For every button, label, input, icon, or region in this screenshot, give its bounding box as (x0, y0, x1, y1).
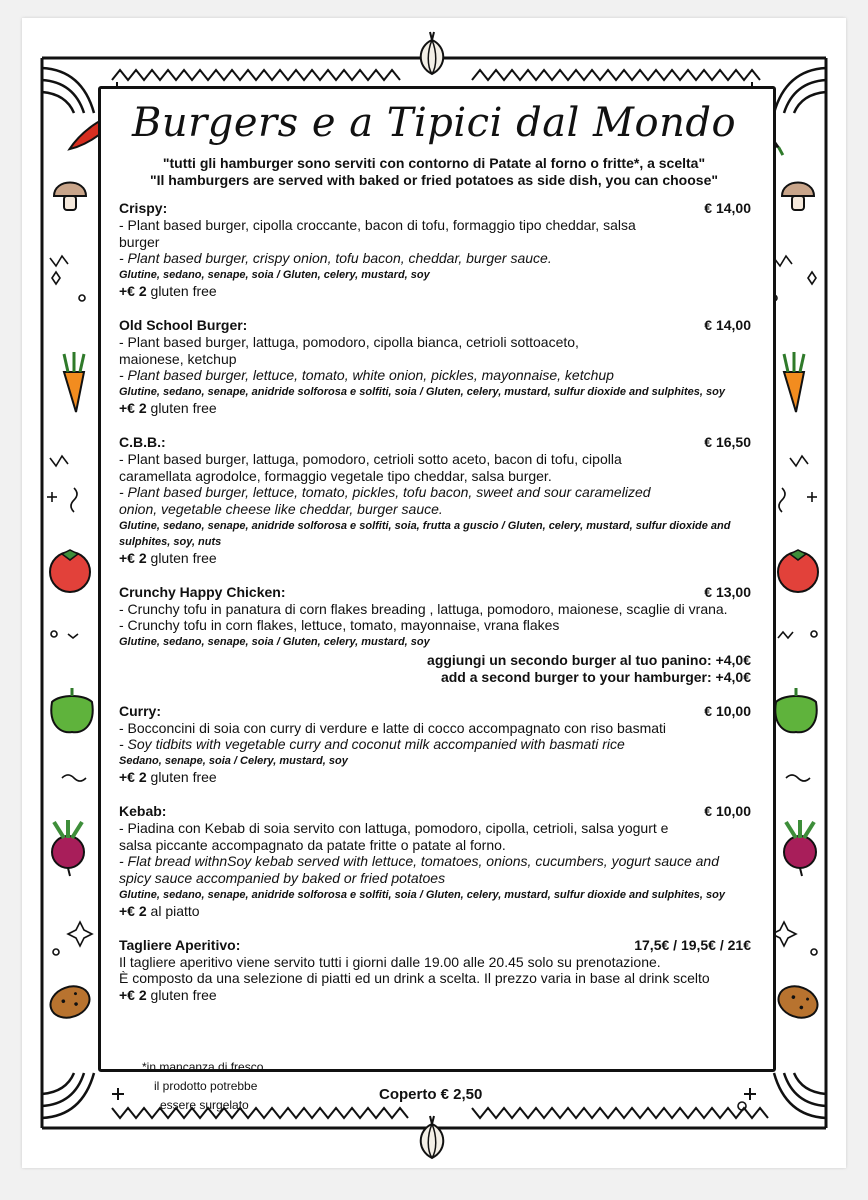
footnote-line: *in mancanza di fresco (142, 1060, 264, 1074)
potato-icon (774, 981, 822, 1023)
item-price: € 16,50 (704, 433, 751, 450)
item-price: € 10,00 (704, 802, 751, 819)
item-name: Crispy: (119, 200, 168, 216)
sparkle-icon (738, 1102, 746, 1110)
extra-price: +€ 2 (119, 400, 147, 417)
item-extra (119, 903, 759, 920)
item-allergens: Glutine, sedano, senape, soia / Gluten, celery, mustard, soy (119, 636, 430, 649)
extra-price: +€ 2 (119, 902, 147, 919)
mushroom-icon (54, 183, 86, 211)
carrot-icon (64, 352, 84, 412)
item-price: € 10,00 (704, 702, 751, 719)
tagliere-line-1: Il tagliere aperitivo viene servito tutti i giorni dalle 19.00 alle 20.45 solo su prenotazione. (119, 953, 661, 970)
item-desc-en: - Crunchy tofu in corn flakes, lettuce, tomato, mayonnaise, vrana flakes (119, 617, 560, 634)
item-allergens: Glutine, sedano, senape, soia / Gluten, celery, mustard, soy (119, 269, 430, 282)
corner-arcs-bottom-left (42, 1073, 94, 1118)
mushroom-icon (782, 183, 814, 211)
extra-price: +€ 2 (119, 769, 147, 786)
menu-item-old-school (119, 317, 759, 417)
extra-price: +€ 2 (119, 283, 147, 300)
item-name: Kebab: (119, 802, 167, 819)
item-desc-it: - Crunchy tofu in panatura di corn flakes breading , lattuga, pomodoro, maionese, scaglie di vrana. (119, 600, 728, 617)
intro-english: "Il hamburgers are served with baked or fried potatoes as side dish, you can choose" (150, 172, 718, 188)
item-allergens: Sedano, senape, soia / Celery, mustard, soy (119, 755, 348, 768)
extra-label: gluten free (146, 769, 217, 786)
menu-content (119, 200, 759, 1021)
extra-label: al piatto (146, 902, 200, 919)
carrot-icon (784, 352, 804, 412)
item-extra (119, 769, 759, 786)
footnote-line: il prodotto potrebbe (154, 1079, 258, 1093)
menu-title: Burgers e a Tipici dal Mondo (131, 100, 737, 146)
item-name: Old School Burger: (119, 316, 248, 333)
item-name: Curry: (119, 702, 162, 719)
menu-item-curry (119, 703, 759, 786)
item-desc-en: - Plant based burger, crispy onion, tofu bacon, cheddar, burger sauce. (119, 250, 552, 267)
extra-burger-it: aggiungi un secondo burger al tuo panino: +4,0€ (427, 652, 751, 669)
tomato-icon (50, 550, 90, 592)
zigzag-top (112, 70, 400, 80)
extra-label: gluten free (146, 400, 217, 417)
corner-arcs-bottom-right (774, 1073, 826, 1118)
item-extra (119, 550, 759, 567)
item-desc-en: - Soy tidbits with vegetable curry and coconut milk accompanied with basmati rice (119, 736, 625, 753)
item-allergens: Glutine, sedano, senape, anidride solforosa e solfiti, soia / Gluten, celery, mustard, sulfur dioxide and sulphites, soy (119, 386, 725, 399)
item-desc-it: - Plant based burger, lattuga, pomodoro, cetrioli sotto aceto, bacon di tofu, cipolla caramellata agrodolce, formaggio vegetale tipo cheddar, salsa burger. (119, 450, 622, 484)
item-price: 17,5€ / 19,5€ / 21€ (634, 936, 751, 953)
item-price: € 14,00 (704, 316, 751, 333)
menu-intro (98, 155, 770, 189)
item-name: Tagliere Aperitivo: (119, 936, 241, 953)
item-name: Crunchy Happy Chicken: (119, 583, 286, 600)
beet-icon (784, 820, 816, 876)
extra-price: +€ 2 (119, 549, 147, 566)
garlic-icon (421, 1116, 444, 1158)
extra-label: gluten free (146, 987, 217, 1004)
frozen-footnote (142, 1058, 263, 1115)
beet-icon (52, 820, 84, 876)
zigzag-bottom-right (472, 1108, 768, 1118)
item-price: € 13,00 (704, 583, 751, 600)
potato-icon (46, 981, 94, 1023)
menu-item-cbb (119, 434, 759, 567)
item-desc-it: - Plant based burger, cipolla croccante, bacon di tofu, formaggio tipo cheddar, salsa burger (119, 216, 636, 250)
item-desc-en: - Flat bread withnSoy kebab served with lettuce, tomatoes, onions, cucumbers, yogurt sauce and spicy sauce accompanied by baked or fried potatoes (119, 853, 719, 887)
pepper-icon (775, 688, 816, 732)
extra-label: gluten free (146, 283, 217, 300)
pepper-icon (51, 688, 92, 732)
extra-burger-en: add a second burger to your hamburger: +4,0€ (440, 668, 751, 685)
menu-item-crunchy (119, 584, 759, 650)
intro-italian: "tutti gli hamburger sono serviti con contorno di Patate al forno o fritte*, a scelta" (162, 155, 706, 171)
garlic-icon (421, 32, 444, 74)
tagliere-line-2: È composto da una selezione di piatti ed un drink a scelta. Il prezzo varia in base al drink scelto (119, 970, 710, 987)
item-extra (119, 400, 759, 417)
item-desc-it: - Bocconcini di soia con curry di verdure e latte di cocco accompagnato con riso basmati (119, 719, 667, 736)
tomato-icon (778, 550, 818, 592)
menu-item-crispy (119, 200, 759, 300)
item-desc-it: - Plant based burger, lattuga, pomodoro, cipolla bianca, cetrioli sottoaceto, maionese, ketchup (119, 333, 579, 367)
extra-label: gluten free (146, 549, 217, 566)
item-name: C.B.B.: (119, 433, 166, 450)
extra-price: +€ 2 (119, 987, 147, 1004)
item-extra (119, 987, 759, 1004)
menu-item-kebab (119, 803, 759, 920)
item-extra (119, 283, 759, 300)
item-price: € 14,00 (704, 200, 751, 216)
item-allergens: Glutine, sedano, senape, anidride solforosa e solfiti, soia, frutta a guscio / Gluten, celery, mustard, sulfur dioxide and sulphites, soy, nuts (119, 519, 731, 548)
cover-charge: Coperto € 2,50 (379, 1086, 483, 1103)
menu-item-tagliere (119, 937, 759, 1004)
zigzag-top-right (472, 70, 760, 80)
item-allergens: Glutine, sedano, senape, anidride solforosa e solfiti, soia / Gluten, celery, mustard, sulfur dioxide and sulphites, soy (119, 888, 725, 901)
item-desc-en: - Plant based burger, lettuce, tomato, white onion, pickles, mayonnaise, ketchup (119, 367, 614, 384)
footnote-line: essere surgelato (160, 1098, 249, 1112)
item-desc-it: - Piadina con Kebab di soia servito con lattuga, pomodoro, cipolla, cetrioli, salsa yogurt e salsa piccante accompagnato da patate fritte o patate al forno. (119, 819, 669, 853)
item-desc-en: - Plant based burger, lettuce, tomato, pickles, tofu bacon, sweet and sour caramelized onion, vegetable cheese like cheddar, burger sauce. (119, 484, 651, 518)
